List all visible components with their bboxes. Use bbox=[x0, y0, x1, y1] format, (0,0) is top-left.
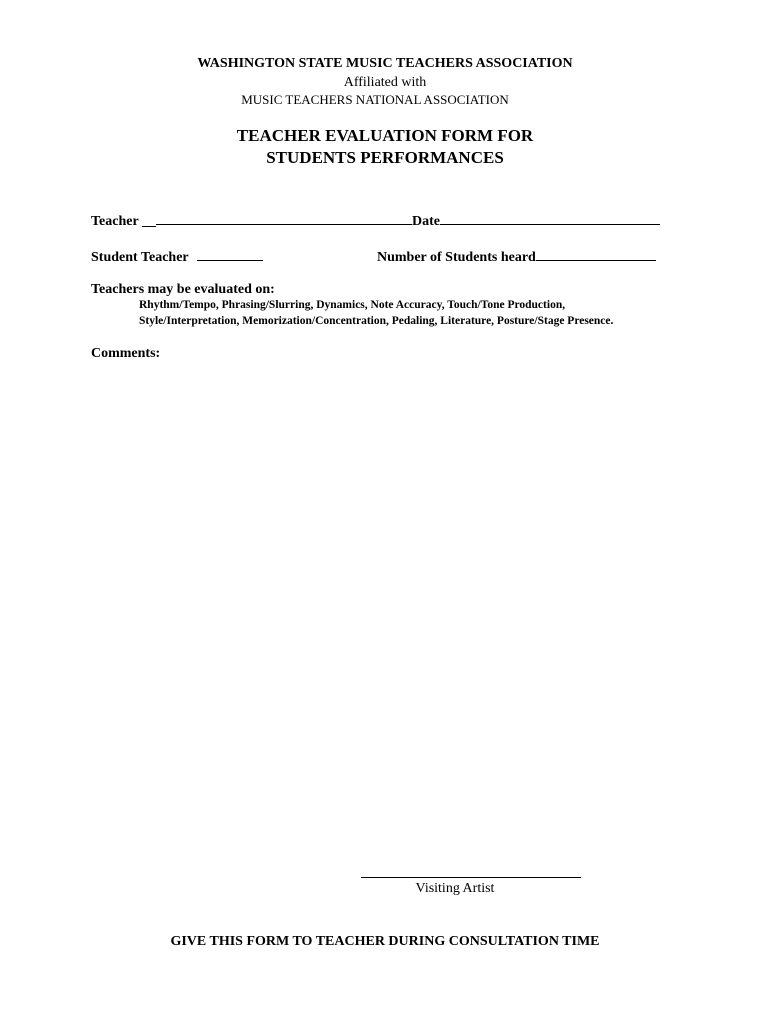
form-title-line1: TEACHER EVALUATION FORM FOR bbox=[236, 126, 534, 145]
evaluation-criteria-line1: Rhythm/Tempo, Phrasing/Slurring, Dynamics, Note Accuracy, Touch/Tone Production, bbox=[139, 299, 566, 311]
student-teacher-row bbox=[91, 246, 263, 266]
form-title-line2: STUDENTS PERFORMANCES bbox=[266, 148, 504, 167]
organization-name: WASHINGTON STATE MUSIC TEACHERS ASSOCIATION bbox=[197, 56, 573, 71]
comments-label: Comments: bbox=[91, 346, 161, 361]
students-heard-field[interactable] bbox=[536, 246, 656, 261]
date-field[interactable] bbox=[440, 210, 660, 225]
national-association: MUSIC TEACHERS NATIONAL ASSOCIATION bbox=[241, 92, 509, 107]
students-heard-row bbox=[377, 246, 656, 266]
affiliation-text: Affiliated with bbox=[343, 75, 427, 90]
teacher-label: Teacher __ bbox=[91, 214, 156, 229]
evaluation-heading: Teachers may be evaluated on: bbox=[91, 282, 275, 297]
evaluation-criteria-line2: Style/Interpretation, Memorization/Concentration, Pedaling, Literature, Posture/Stage Presence. bbox=[139, 315, 614, 327]
footer-instruction: GIVE THIS FORM TO TEACHER DURING CONSULTATION TIME bbox=[170, 934, 600, 949]
teacher-name-field[interactable] bbox=[156, 210, 412, 225]
student-teacher-field[interactable] bbox=[197, 246, 263, 261]
students-heard-label: Number of Students heard bbox=[377, 250, 536, 265]
teacher-date-row bbox=[91, 210, 660, 230]
date-label: Date bbox=[411, 214, 440, 229]
student-teacher-label: Student Teacher bbox=[91, 250, 189, 265]
signature-label: Visiting Artist bbox=[415, 881, 495, 896]
signature-line[interactable] bbox=[361, 877, 581, 878]
